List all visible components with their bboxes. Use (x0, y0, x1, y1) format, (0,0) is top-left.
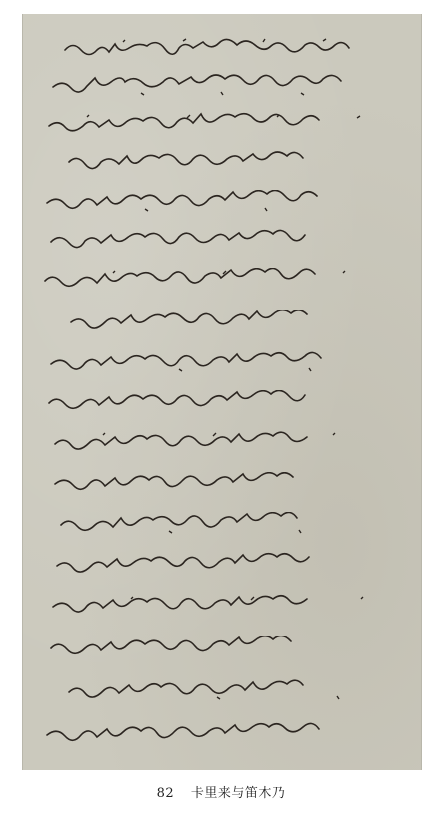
figure-caption (0, 782, 442, 801)
handwriting-line (47, 112, 397, 136)
handwriting-line (47, 390, 397, 414)
handwriting-line (45, 190, 397, 214)
manuscript-photo (22, 14, 422, 770)
handwriting-line (49, 636, 397, 660)
handwriting-line (67, 678, 397, 702)
handwriting-line (49, 228, 397, 252)
handwriting-line (51, 594, 397, 618)
handwriting-line (51, 74, 396, 98)
handwriting-line (43, 268, 397, 292)
figure-title: 卡里来与笛木乃 (190, 786, 286, 801)
handwriting-line (45, 722, 397, 746)
handwriting-line (63, 36, 393, 60)
handwriting-line (67, 150, 397, 174)
handwriting-line (59, 512, 397, 536)
handwriting-line (49, 350, 397, 374)
handwriting-line (53, 430, 397, 454)
handwriting-line (55, 552, 397, 576)
handwriting-line (69, 310, 395, 334)
figure-number: 82 (156, 786, 175, 801)
handwriting-line (53, 472, 397, 496)
